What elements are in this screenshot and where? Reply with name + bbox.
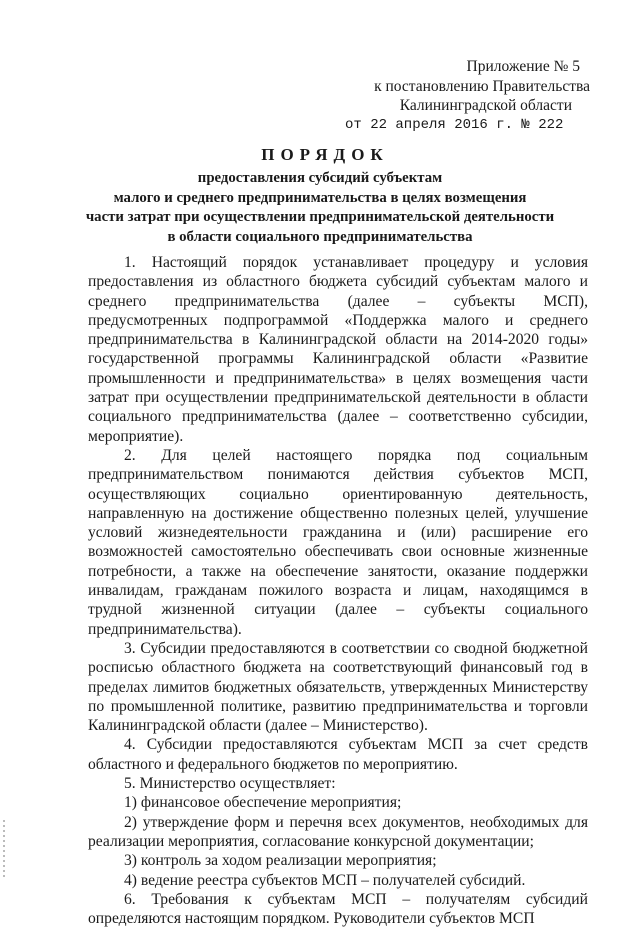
appendix-resolution-ref: к постановлению Правительства — [374, 77, 590, 95]
paragraph-6: 6. Требования к субъектам МСП – получателям субсидий определяются настоящим порядком. Руководители субъектов МСП — [88, 890, 588, 928]
title-line-2: малого и среднего предпринимательства в целях возмещения — [113, 189, 527, 206]
title-line-1: предоставления субсидий субъектам — [197, 170, 443, 186]
list-item-2: 2) утверждение форм и перечня всех документов, необходимых для реализации мероприятия, согласование конкурсной документации; — [88, 813, 588, 850]
list-item-3: 3) контроль за ходом реализации мероприятия; — [124, 852, 437, 870]
paragraph-3: 3. Субсидии предоставляются в соответствии со сводной бюджетной росписью областного бюджета на соответствующий финансовый год в пределах лимитов бюджетных обязательств, утвержденных Министерству по промышленной политике, развитию предпринимательства и торговли Калининградской области (далее – Министерство). — [88, 639, 588, 735]
appendix-header — [340, 57, 590, 135]
title-line-4: в области социального предпринимательства — [167, 228, 473, 245]
list-item-4: 4) ведение реестра субъектов МСП – получателей субсидий. — [124, 871, 526, 889]
paragraph-2: 2. Для целей настоящего порядка под социальным предпринимательством понимаются действия субъектов МСП, осуществляющих социально ориентированную деятельность, направленную на достижение общественно полезных целей, улучшение условий жизнедеятельности гражданина и (или) расширение его возможностей самостоятельно обеспечивать свои основные жизненные потребности, а также на обеспечение занятости, оказание поддержки инвалидам, гражданам пожилого возраста и лицам, находящимся в трудной жизненной ситуации (далее – субъекты социального предпринимательства). — [88, 446, 588, 638]
scan-edge-mark — [3, 820, 5, 880]
appendix-number: Приложение № 5 — [466, 58, 580, 75]
list-item-1: 1) финансовое обеспечение мероприятия; — [124, 794, 402, 812]
appendix-region: Калининградской области — [399, 97, 572, 114]
title-heading: ПОРЯДОК — [261, 145, 389, 164]
paragraph-4: 4. Субсидии предоставляются субъектам МСП за счет средств областного и федерального бюджетов по мероприятию. — [88, 736, 588, 773]
appendix-date: от 22 апреля 2016 г. № 222 — [345, 116, 564, 133]
document-title — [40, 145, 600, 247]
paragraph-5: 5. Министерство осуществляет: — [124, 775, 336, 793]
title-line-3: части затрат при осуществлении предпринимательской деятельности — [85, 209, 555, 225]
document-body — [88, 253, 588, 928]
paragraph-1: 1. Настоящий порядок устанавливает процедуру и условия предоставления из областного бюджета субсидий субъектам малого и среднего предпринимательства (далее – субъекты МСП), предусмотренных подпрограммой «Поддержка малого и среднего предпринимательства в Калининградской области на 2014-2020 годы» государственной программы Калининградской области «Развитие промышленности и предпринимательства» в целях возмещения части затрат при осуществлении предпринимательской деятельности в области социального предпринимательства (далее – соответственно субсидии, мероприятие). — [88, 254, 588, 445]
